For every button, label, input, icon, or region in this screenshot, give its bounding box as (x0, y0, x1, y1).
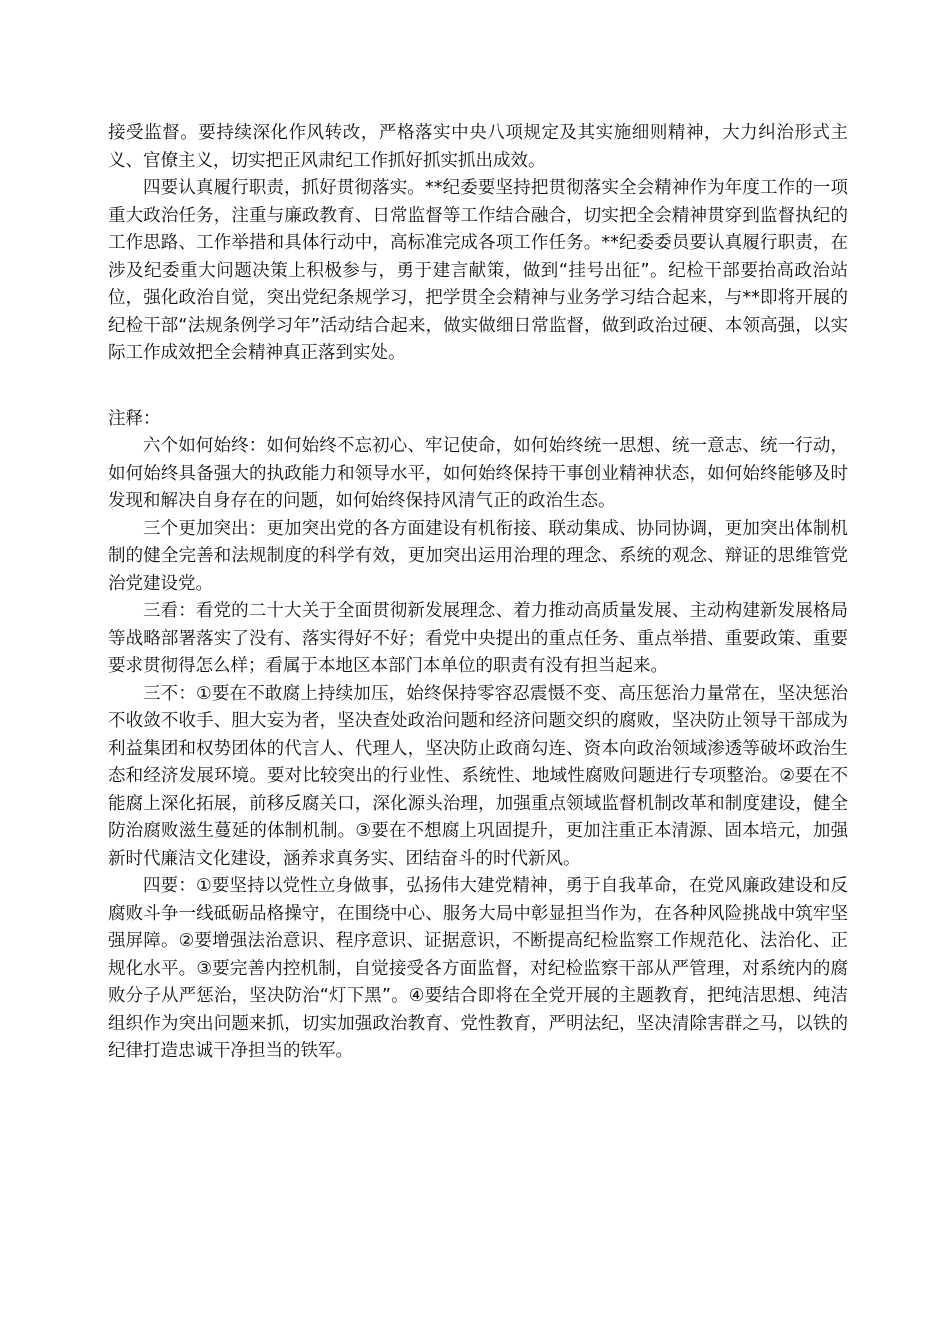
body-paragraph-four-requirements: 四要认真履行职责，抓好贯彻落实。**纪委要坚持把贯彻落实全会精神作为年度工作的一项重大政治任务，注重与廉政教育、日常监督等工作结合融合，切实把全会精神贯穿到监督执纪的工作思路、工作举措和具体行动中，高标准完成各项工作任务。**纪委委员要认真履行职责，在涉及纪委重大问题决策上积极参与，勇于建言献策，做到“挂号出征”。纪检干部要抬高政治站位，强化政治自觉，突出党纪条规学习，把学贯全会精神与业务学习结合起来，与**即将开展的纪检干部“法规条例学习年”活动结合起来，做实做细日常监督，做到政治过硬、本领高强，以实际工作成效把全会精神真正落到实处。 (108, 178, 848, 363)
body-paragraph-continued: 接受监督。要持续深化作风转改，严格落实中央八项规定及其实施细则精神，大力纠治形式主义、官僚主义，切实把正风肃纪工作抓好抓实抓出成效。 (108, 123, 848, 171)
notes-heading: 注释： (108, 408, 161, 429)
document-page (108, 120, 848, 1066)
note-four-requirements: 四要：①要坚持以党性立身做事，弘扬伟大建党精神，勇于自我革命，在党风廉政建设和反腐败斗争一线砥砺品格操守，在围绕中心、服务大局中彰显担当作为，在各种风险挑战中筑牢坚强屏障。②要增强法治意识、程序意识、证据意识，不断提高纪检监察工作规范化、法治化、正规化水平。③要完善内控机制，自觉接受各方面监督，对纪检监察干部从严管理，对系统内的腐败分子从严惩治，坚决防治“灯下黑”。④要结合即将在全党开展的主题教育，把纯洁思想、纯洁组织作为突出问题来抓，切实加强政治教育、党性教育，严明法纪，坚决清除害群之马，以铁的纪律打造忠诚干净担当的铁军。 (108, 876, 848, 1061)
section-gap (108, 368, 848, 406)
note-three-looks: 三看：看党的二十大关于全面贯彻新发展理念、着力推动高质量发展、主动构建新发展格局等战略部署落实了没有、落实得好不好；看党中央提出的重点任务、重点举措、重要政策、重要要求贯彻得怎么样；看属于本地区本部门本单位的职责有没有担当起来。 (108, 601, 848, 676)
note-three-nots: 三不：①要在不敢腐上持续加压，始终保持零容忍震慑不变、高压惩治力量常在，坚决惩治不收敛不收手、胆大妄为者，坚决查处政治问题和经济问题交织的腐败，坚决防止领导干部成为利益集团和权势团体的代言人、代理人，坚决防止政商勾连、资本向政治领域渗透等破坏政治生态和经济发展环境。要对比较突出的行业性、系统性、地域性腐败问题进行专项整治。②要在不能腐上深化拓展，前移反腐关口，深化源头治理，加强重点领域监督机制改革和制度建设，健全防治腐败滋生蔓延的体制机制。③要在不想腐上巩固提升，更加注重正本清源、固本培元，加强新时代廉洁文化建设，涵养求真务实、团结奋斗的时代新风。 (108, 683, 848, 869)
note-three-more-prominent: 三个更加突出：更加突出党的各方面建设有机衔接、联动集成、协同协调，更加突出体制机制的健全完善和法规制度的科学有效，更加突出运用治理的理念、系统的观念、辩证的思维管党治党建设党。 (108, 518, 848, 594)
note-six-always: 六个如何始终：如何始终不忘初心、牢记使命，如何始终统一思想、统一意志、统一行动，如何始终具备强大的执政能力和领导水平，如何始终保持干事创业精神状态，如何始终能够及时发现和解决自身存在的问题，如何始终保持风清气正的政治生态。 (108, 436, 848, 511)
